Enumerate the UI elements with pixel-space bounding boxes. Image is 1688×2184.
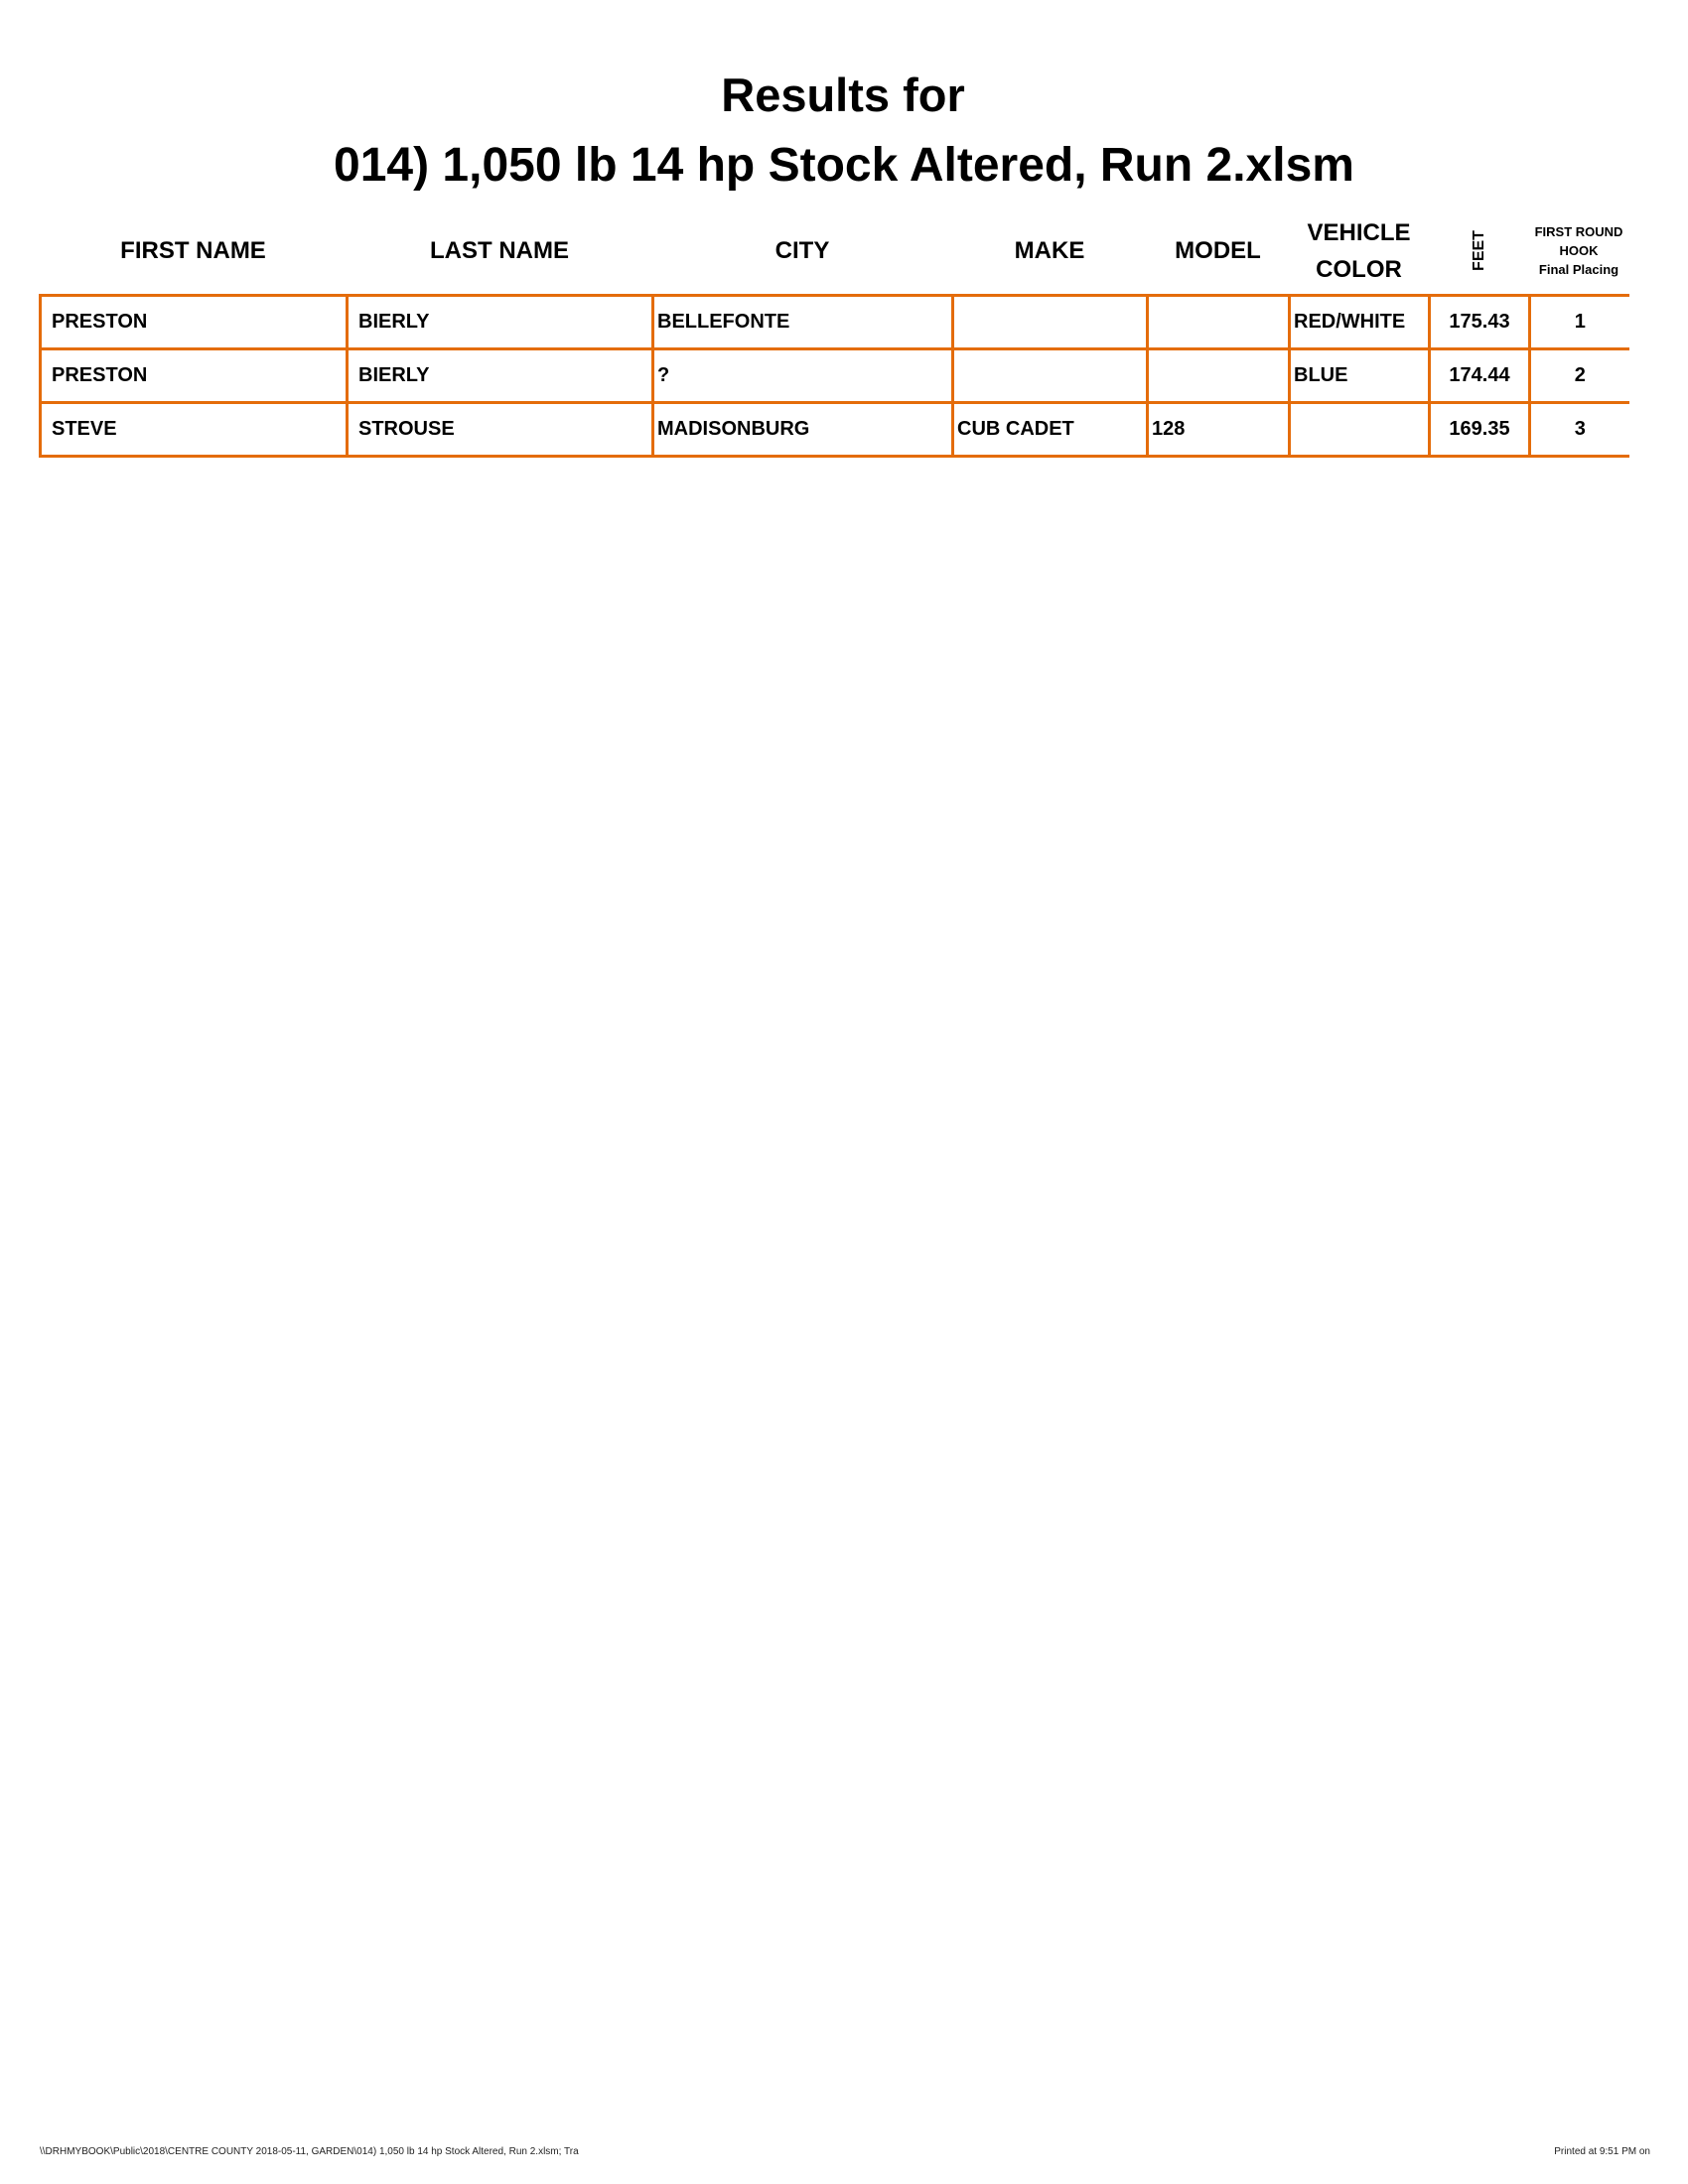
table-row xyxy=(41,349,1629,403)
header-first-name: FIRST NAME xyxy=(120,237,266,264)
header-feet xyxy=(1429,208,1529,293)
header-make: MAKE xyxy=(1014,237,1085,264)
cell-city: MADISONBURG xyxy=(653,403,953,457)
header-placing xyxy=(1529,208,1628,293)
header-city: CITY xyxy=(774,237,830,264)
page-title-line-2: 014) 1,050 lb 14 hp Stock Altered, Run 2.xlsm xyxy=(334,139,1354,192)
cell-placing: 1 xyxy=(1530,296,1629,349)
cell-first-name: PRESTON xyxy=(41,349,348,403)
header-model: MODEL xyxy=(1175,237,1261,264)
cell-first-name: STEVE xyxy=(41,403,348,457)
header-vehicle-color-line-1: VEHICLE xyxy=(1307,218,1411,246)
cell-model xyxy=(1148,296,1290,349)
table-row xyxy=(41,403,1629,457)
header-placing-line-3: Final Placing xyxy=(1538,262,1619,277)
cell-feet: 175.43 xyxy=(1430,296,1530,349)
cell-model: 128 xyxy=(1148,403,1290,457)
header-placing-line-1: FIRST ROUND xyxy=(1534,224,1623,239)
footer-file-path: \\DRHMYBOOK\Public\2018\CENTRE COUNTY 2018-05-11, GARDEN\014) 1,050 lb 14 hp Stock Altered, Run 2.xlsm; Tra xyxy=(40,2146,579,2157)
cell-make xyxy=(953,296,1148,349)
cell-placing: 3 xyxy=(1530,403,1629,457)
cell-last-name: STROUSE xyxy=(348,403,653,457)
results-table xyxy=(39,294,1629,458)
page-title-line-1: Results for xyxy=(721,68,965,121)
cell-last-name: BIERLY xyxy=(348,296,653,349)
header-vehicle-color xyxy=(1289,208,1429,293)
cell-make xyxy=(953,349,1148,403)
footer-printed-time: Printed at 9:51 PM on xyxy=(1554,2146,1650,2157)
cell-make: CUB CADET xyxy=(953,403,1148,457)
cell-first-name: PRESTON xyxy=(41,296,348,349)
cell-color: RED/WHITE xyxy=(1290,296,1430,349)
table-row xyxy=(41,296,1629,349)
cell-feet: 174.44 xyxy=(1430,349,1530,403)
cell-color xyxy=(1290,403,1430,457)
header-placing-line-2: HOOK xyxy=(1559,243,1599,258)
cell-placing: 2 xyxy=(1530,349,1629,403)
header-feet-label: FEET xyxy=(1470,230,1487,271)
header-last-name: LAST NAME xyxy=(430,237,569,264)
cell-color: BLUE xyxy=(1290,349,1430,403)
cell-last-name: BIERLY xyxy=(348,349,653,403)
column-headers xyxy=(40,208,1628,293)
cell-city: ? xyxy=(653,349,953,403)
cell-city: BELLEFONTE xyxy=(653,296,953,349)
cell-feet: 169.35 xyxy=(1430,403,1530,457)
header-vehicle-color-line-2: COLOR xyxy=(1316,255,1402,283)
cell-model xyxy=(1148,349,1290,403)
